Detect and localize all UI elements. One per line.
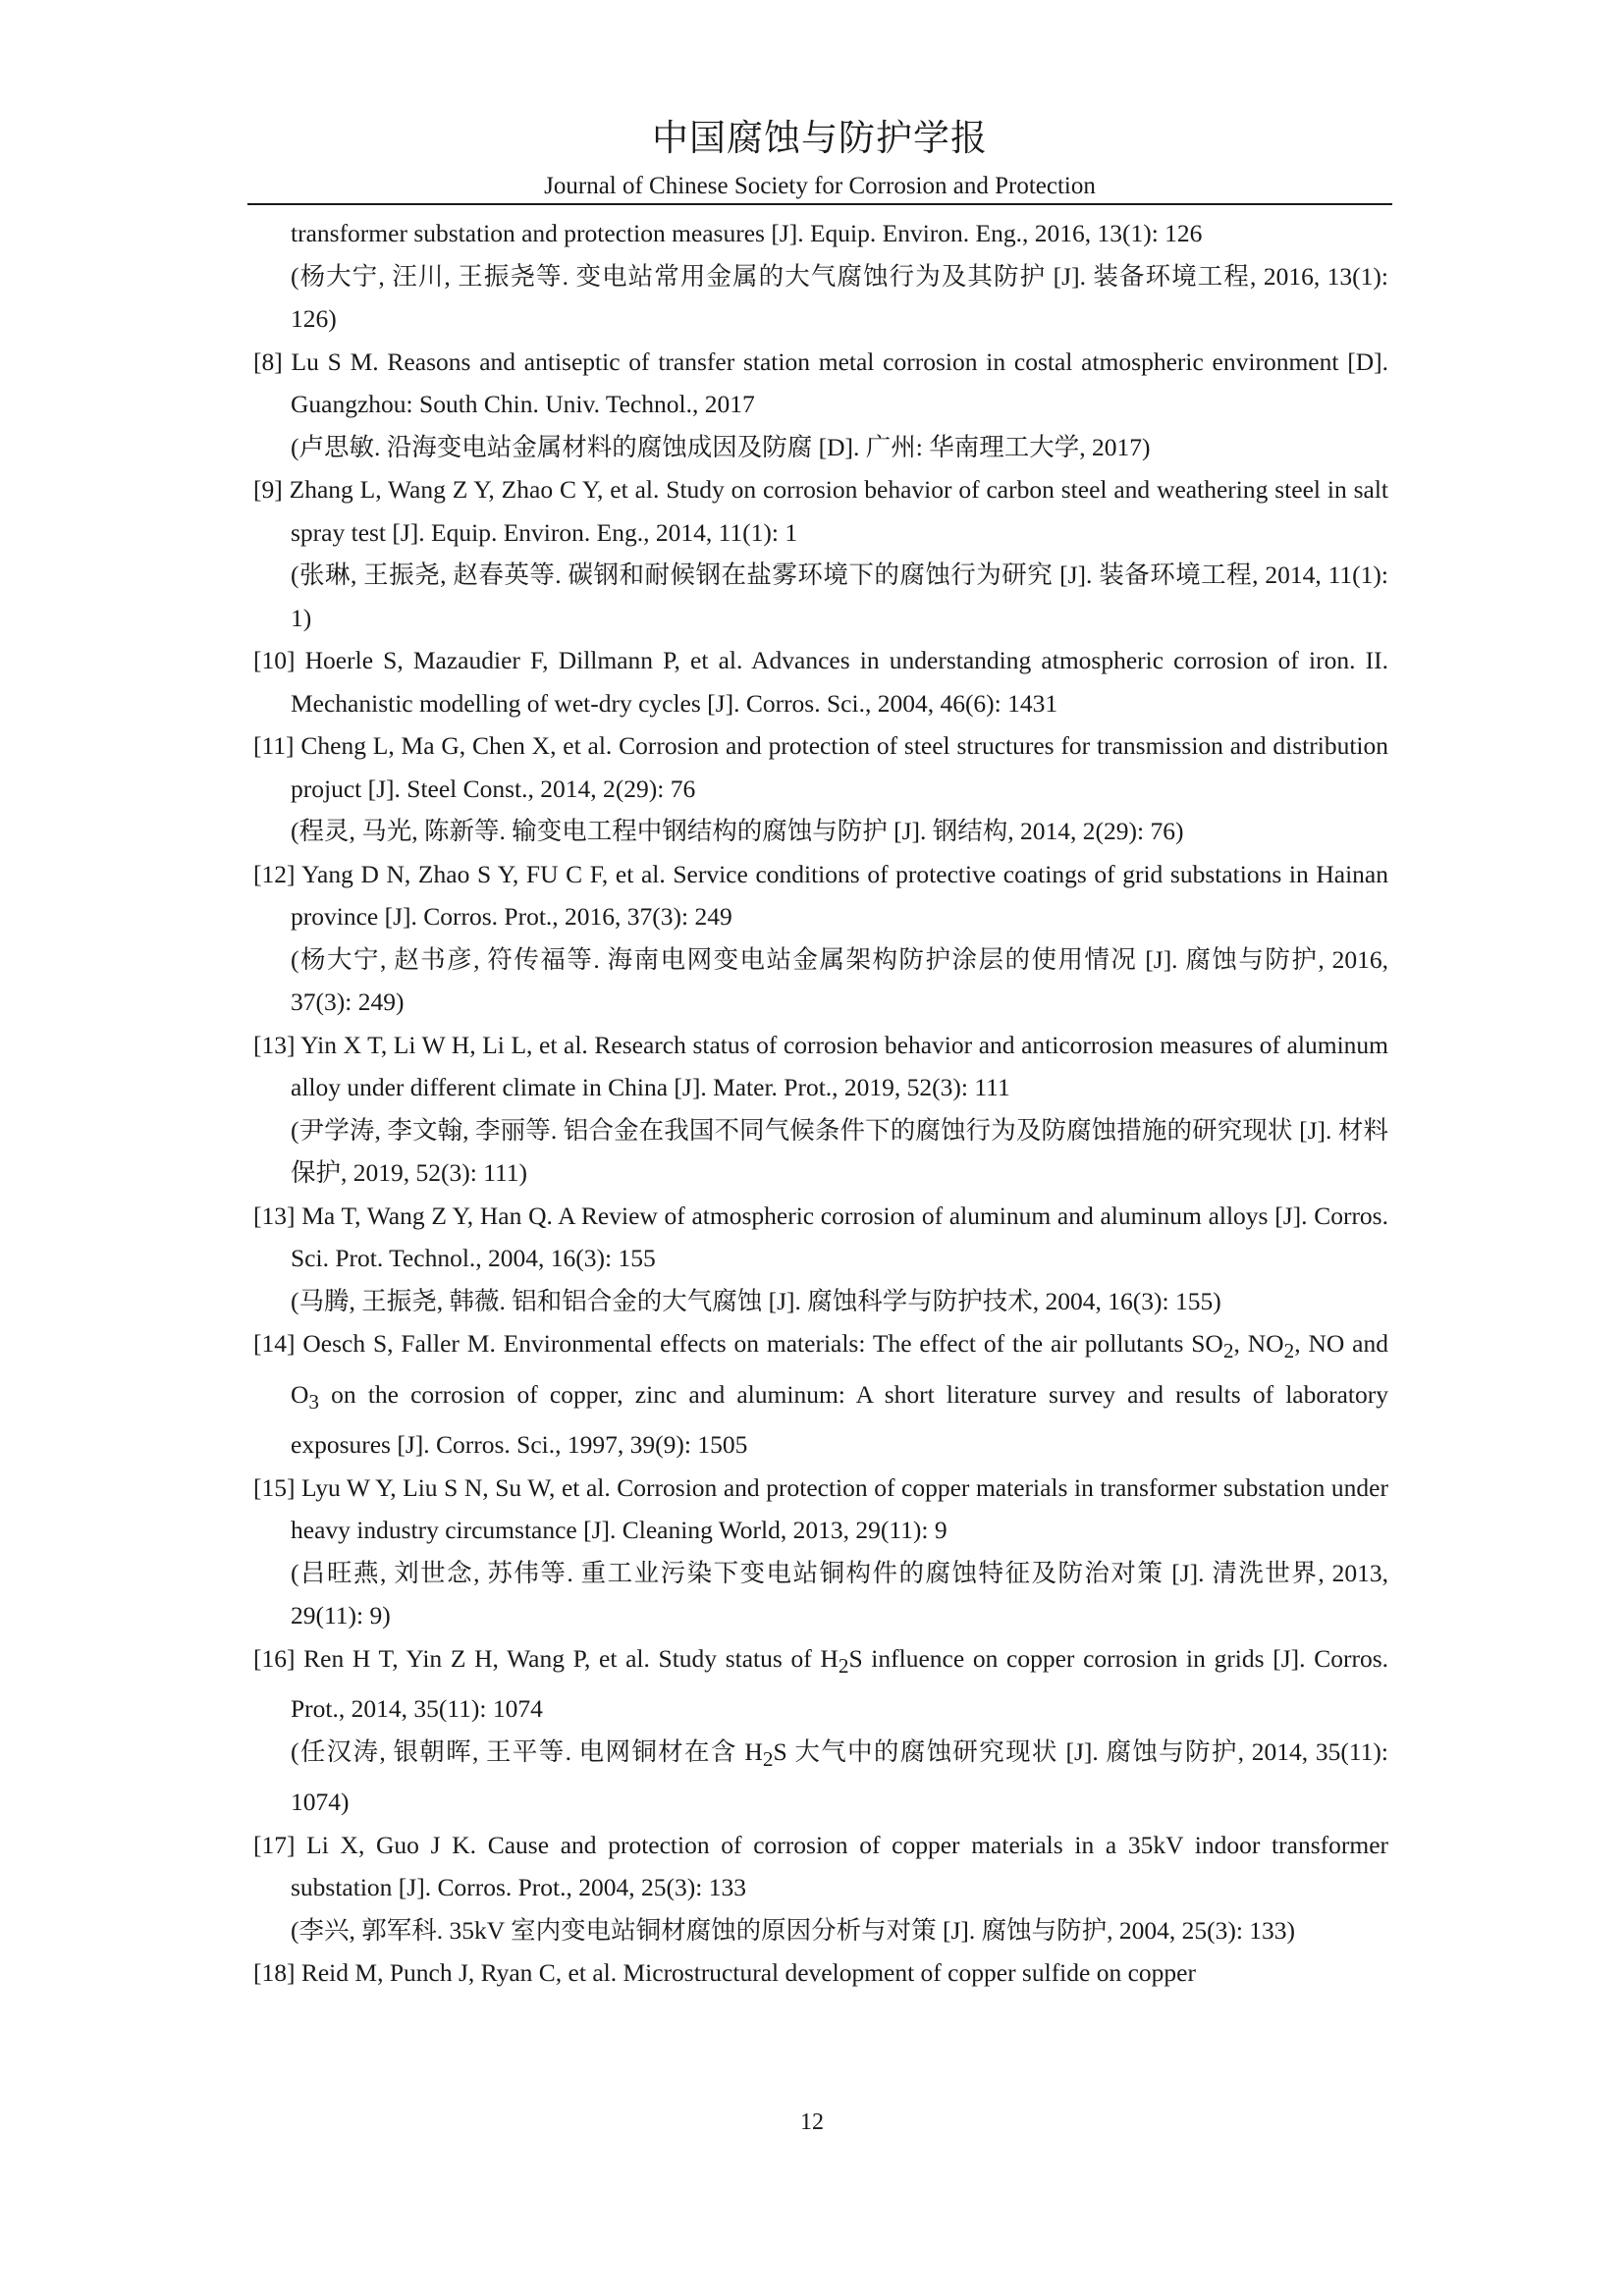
reference-text-zh: (吕旺燕, 刘世念, 苏伟等. 重工业污染下变电站铜构件的腐蚀特征及防治对策 [J]. 清洗世界, 2013, 29(11): 9) bbox=[291, 1558, 1388, 1630]
reference-text-en: [8] Lu S M. Reasons and antiseptic of transfer station metal corrosion in costal atmospheric environment [D]. Guangzhou: South Chin. Univ. Technol., 2017 bbox=[253, 347, 1388, 418]
reference-text-zh bbox=[291, 1731, 1388, 1824]
reference-text-en: [12] Yang D N, Zhao S Y, FU C F, et al. Service conditions of protective coatings of grid substations in Hainan province [J]. Corros. Prot., 2016, 37(3): 249 bbox=[253, 859, 1388, 931]
reference-item bbox=[253, 724, 1388, 853]
subscript: 2 bbox=[762, 1746, 774, 1771]
reference-text-zh: (张琳, 王振尧, 赵春英等. 碳钢和耐候钢在盐雾环境下的腐蚀行为研究 [J]. 装备环境工程, 2014, 11(1): 1) bbox=[291, 561, 1388, 632]
reference-text-part: , NO and O bbox=[291, 1329, 1388, 1409]
reference-text-part: S 大气中的腐蚀研究现状 [J]. 腐蚀与防护, 2014, 35(11): 1074) bbox=[291, 1736, 1388, 1817]
reference-item bbox=[253, 1824, 1388, 1952]
reference-text-part: [16] Ren H T, Yin Z H, Wang P, et al. Study status of H bbox=[253, 1643, 839, 1673]
reference-text-part: S influence on copper corrosion in grids [J]. Corros. Prot., 2014, 35(11): 1074 bbox=[291, 1643, 1388, 1724]
reference-item bbox=[253, 212, 1388, 341]
reference-text-en: [9] Zhang L, Wang Z Y, Zhao C Y, et al. Study on corrosion behavior of carbon steel and weathering steel in salt spray test [J]. Equip. Environ. Eng., 2014, 11(1): 1 bbox=[253, 475, 1388, 547]
reference-text-en: transformer substation and protection measures [J]. Equip. Environ. Eng., 2016, 13(1): 126 bbox=[291, 219, 1203, 247]
reference-text-en: [17] Li X, Guo J K. Cause and protection of corrosion of copper materials in a 35kV indoor transformer substation [J]. Corros. Prot., 2004, 25(3): 133 bbox=[253, 1830, 1388, 1902]
subscript: 3 bbox=[308, 1389, 320, 1414]
journal-title-chinese: 中国腐蚀与防护学报 bbox=[652, 119, 988, 159]
reference-text-en: [13] Ma T, Wang Z Y, Han Q. A Review of atmospheric corrosion of aluminum and aluminum alloys [J]. Corros. Sci. Prot. Technol., 2004, 16(3): 155 bbox=[253, 1201, 1388, 1272]
reference-item bbox=[253, 639, 1388, 724]
reference-item bbox=[253, 1322, 1388, 1467]
reference-text-zh: (杨大宁, 赵书彦, 符传福等. 海南电网变电站金属架构防护涂层的使用情况 [J]. 腐蚀与防护, 2016, 37(3): 249) bbox=[291, 944, 1388, 1016]
reference-text-part: (任汉涛, 银朝晖, 王平等. 电网铜材在含 H bbox=[291, 1736, 763, 1766]
reference-text-en: [11] Cheng L, Ma G, Chen X, et al. Corrosion and protection of steel structures for transmission and distribution projuct [J]. Steel Const., 2014, 2(29): 76 bbox=[253, 731, 1388, 803]
reference-item bbox=[253, 853, 1388, 1024]
reference-item bbox=[253, 1637, 1388, 1824]
reference-text-en bbox=[253, 1322, 1388, 1467]
reference-text-zh: (尹学涛, 李文翰, 李丽等. 铝合金在我国不同气候条件下的腐蚀行为及防腐蚀措施的研究现状 [J]. 材料保护, 2019, 52(3): 111) bbox=[291, 1115, 1388, 1187]
header-divider bbox=[247, 203, 1392, 205]
reference-text-zh: (杨大宁, 汪川, 王振尧等. 变电站常用金属的大气腐蚀行为及其防护 [J]. 装备环境工程, 2016, 13(1): 126) bbox=[291, 261, 1388, 333]
reference-item bbox=[253, 1024, 1388, 1195]
reference-text-en: [18] Reid M, Punch J, Ryan C, et al. Microstructural development of copper sulfide on copper bbox=[253, 1958, 1196, 1988]
reference-text-en: [10] Hoerle S, Mazaudier F, Dillmann P, et al. Advances in understanding atmospheric corrosion of iron. II. Mechanistic modelling of wet-dry cycles [J]. Corros. Sci., 2004, 46(6): 1431 bbox=[253, 646, 1388, 718]
reference-text-part: , NO bbox=[1233, 1329, 1284, 1358]
subscript: 2 bbox=[1222, 1339, 1234, 1363]
reference-text-zh: (程灵, 马光, 陈新等. 输变电工程中钢结构的腐蚀与防护 [J]. 钢结构, 2014, 2(29): 76) bbox=[291, 817, 1184, 845]
reference-item bbox=[253, 341, 1388, 469]
reference-text-part: [14] Oesch S, Faller M. Environmental effects on materials: The effect of the air pollutants SO bbox=[253, 1329, 1223, 1358]
reference-list bbox=[253, 212, 1388, 1995]
reference-text-en: [13] Yin X T, Li W H, Li L, et al. Research status of corrosion behavior and anticorrosion measures of aluminum alloy under different climate in China [J]. Mater. Prot., 2019, 52(3): 111 bbox=[253, 1030, 1388, 1101]
reference-item bbox=[253, 1195, 1388, 1323]
reference-text-zh: (马腾, 王振尧, 韩薇. 铝和铝合金的大气腐蚀 [J]. 腐蚀科学与防护技术, 2004, 16(3): 155) bbox=[291, 1286, 1221, 1315]
subscript: 2 bbox=[838, 1653, 849, 1678]
reference-item bbox=[253, 1951, 1388, 1995]
reference-text-en bbox=[253, 1637, 1388, 1731]
reference-text-part: on the corrosion of copper, zinc and aluminum: A short literature survey and results of laboratory exposures [J]. Corros. Sci., 1997, 39(9): 1505 bbox=[291, 1379, 1388, 1460]
reference-text-zh: (卢思敏. 沿海变电站金属材料的腐蚀成因及防腐 [D]. 广州: 华南理工大学, 2017) bbox=[291, 432, 1151, 461]
reference-text-en: [15] Lyu W Y, Liu S N, Su W, et al. Corrosion and protection of copper materials in transformer substation under heavy industry circumstance [J]. Cleaning World, 2013, 29(11): 9 bbox=[253, 1472, 1388, 1545]
reference-item bbox=[253, 468, 1388, 639]
subscript: 2 bbox=[1283, 1339, 1295, 1363]
reference-item bbox=[253, 1467, 1388, 1637]
journal-title-english: Journal of Chinese Society for Corrosion and Protection bbox=[544, 173, 1096, 199]
journal-header bbox=[247, 116, 1392, 204]
page-number: 12 bbox=[800, 2109, 824, 2135]
reference-text-zh: (李兴, 郭军科. 35kV 室内变电站铜材腐蚀的原因分析与对策 [J]. 腐蚀与防护, 2004, 25(3): 133) bbox=[291, 1915, 1296, 1945]
